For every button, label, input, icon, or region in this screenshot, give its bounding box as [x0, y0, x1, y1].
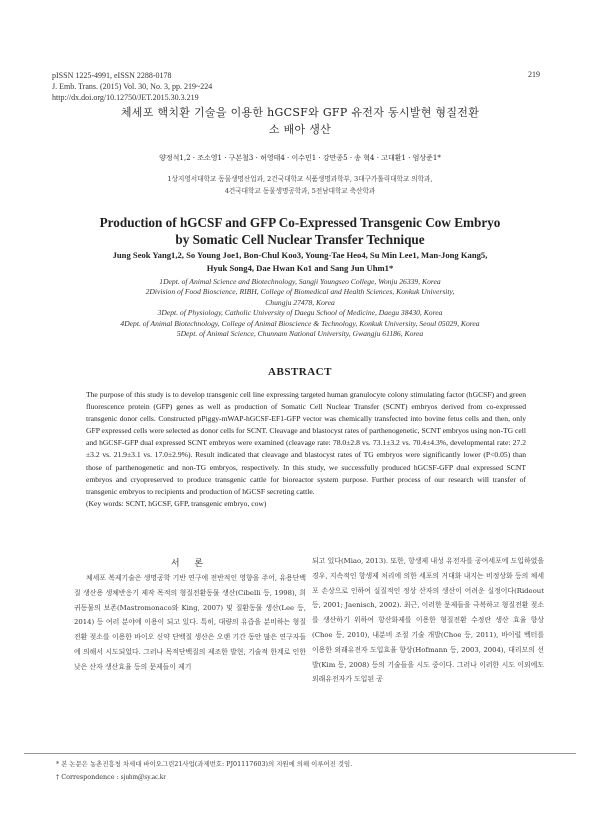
- english-authors: [40, 249, 560, 275]
- english-affil-5: 5Dept. of Animal Science, Chunnam National University, Gwangju 61186, Korea: [176, 329, 424, 339]
- korean-title: [60, 104, 540, 138]
- english-affil-1: 1Dept. of Animal Science and Biotechnology, Sangji Youngseo College, Wonju 26339, Korea: [159, 277, 441, 286]
- english-authors-line2: Hyuk Song4, Dae Hwan Ko1 and Sang Jun Uhm1*: [206, 263, 394, 273]
- intro-right-text: 되고 있다(Miao, 2013). 또한, 항생제 내성 유전자를 공여세포에 도입하였을 경우, 지속적인 항생제 처리에 의한 세포의 거대화 내지는 비정상화 등의 체세포 손상으로 인하여 실질적인 정상 산자의 생산이 어려운 실정이다(Rideout 등, 2001; Jaenisch, 2002). 최근, 이러한 문제들을 극복하고 형질전환 젖소를 생산하기 위하여 항산화제를 이용한 형질전환 수정란 생산 효율 향상(Choe 등, 2010), 내분비 조절 기술 개발(Choe 등, 2011), 바이럴 벡터를 이용한 외래유전자 도입효율 향상(Hofmann 등, 2003, 2004), 대리모의 선발(Kim 등, 2008) 등의 기술들을 시도 중이다. 그러나 이러한 시도 이외에도 외래유전자가 도입된 공: [312, 557, 544, 684]
- issn-line: pISSN 1225-4991, eISSN 2288-0178: [52, 71, 172, 80]
- abstract-body: [86, 389, 526, 510]
- citation-line: J. Emb. Trans. (2015) Vol. 30, No. 3, pp. 219~224: [52, 82, 213, 91]
- correspondence-note: [56, 771, 352, 784]
- korean-authors: 양정석1,2 · 조소영1 · 구본철3 · 허영태4 · 이수민1 · 강만종5 · 송 혁4 · 고대환1 · 엄상준1*: [159, 154, 441, 162]
- page-number: 219: [528, 70, 540, 79]
- korean-title-line1: 체세포 핵치환 기술을 이용한 hGCSF와 GFP 유전자 동시발현 형질전환: [120, 106, 480, 119]
- korean-affiliations: [60, 173, 540, 197]
- journal-header: [52, 70, 212, 103]
- correspondence-email: sjuhm@sy.ac.kr: [120, 773, 166, 781]
- english-affiliations: [40, 277, 560, 339]
- doi-line: http://dx.doi.org/10.12750/JET.2015.30.3.219: [52, 93, 199, 102]
- english-affil-4: 4Dept. of Animal Biotechnology, College of Animal Bioscience & Technology, Konkuk University, Seoul 05029, Korea: [120, 318, 480, 328]
- english-affil-2b: Chungju 27478, Korea: [265, 297, 335, 307]
- english-affil-3: 3Dept. of Physiology, Catholic University of Daegu School of Medicine, Daegu 38430, Korea: [157, 308, 443, 318]
- keywords: (Key words: SCNT, hGCSF, GFP, transgenic embryo, cow): [86, 498, 267, 508]
- abstract-text: The purpose of this study is to develop transgenic cell line expressing targeted human granulocyte colony stimulating factor (hGCSF) and green fluorescence protein (GFP) genes as well as production of Somatic Cell Nuclear Transfer (SCNT) embryos derived from co-expressed transgenic donor cells. Constructed pPiggy-mWAP-hGCSF-EF1-GFP vector was chemically transfected into bovine fetus cells and then, only GFP expressed cells were selected as donor cells for SCNT. Cleavage and blastocyst rates of parthenogenetic, SCNT embryos using non-TG cell and hGCSF-GFP dual expressed SCNT embryos were examined (cleavage rate: 78.0±2.8 vs. 73.1±3.2 vs. 70.4±4.3%, developmental rate: 27.2 ±3.2 vs. 21.9±3.1 vs. 17.0±2.9%). Result indicated that cleavage and blastocyst rates of TG embryos were significantly lower (P<0.05) than those of parthenogenetic and non-TG embryos, respectively. In this study, we successfully produced hGCSF-GFP dual expressed SCNT embryos and cryopreserved to produce transgenic cattle for bioreactor system purpose. Further process of our research will transfer of transgenic embryos to recipients and production of hGCSF secreting cattle.: [86, 390, 526, 496]
- korean-title-line2: 소 배아 생산: [268, 123, 332, 136]
- abstract-heading: ABSTRACT: [268, 366, 332, 378]
- intro-left-column: [74, 571, 306, 675]
- footnotes: [56, 758, 352, 784]
- intro-heading: 서 론: [170, 559, 210, 569]
- intro-left-text: 체세포 복제기술은 생명공학 기반 연구에 전반적인 영향을 주어, 유용단백질 생산용 생체반응기 제작 목적의 형질전환동물 생산(Cibelli 등, 1998), 희귀동물의 보존(Mastromonaco와 King, 2007) 및 질환동물 생산(Lee 등, 2014) 등 여러 분야에 이용이 되고 있다. 특히, 대량의 유즙을 분비하는 형질전환 젖소를 이용한 바이오 신약 단백질 생산은 오랜 기간 동안 많은 연구자들에 의해서 시도되었다. 그러나 목적단백질의 제조한 발현, 기술적 한계로 인한 낮은 산자 생산효율 등의 문제들이 제기: [74, 574, 306, 671]
- intro-right-column: [312, 554, 544, 687]
- english-affil-2: 2Division of Food Bioscience, RIBH, College of Biomedical and Health Sciences, Konkuk University,: [145, 287, 455, 297]
- korean-affil-line2: 4건국대학교 동물생명공학과, 5전남대학교 축산학과: [224, 187, 376, 195]
- footnote-divider: [24, 753, 576, 754]
- correspondence-label: † Correspondence :: [56, 773, 119, 781]
- funding-note: * 본 논문은 농촌진흥청 차세대 바이오그린21사업(과제번호: PJ01117603)의 지원에 의해 이루어진 것임.: [56, 760, 353, 768]
- english-title: [40, 214, 560, 248]
- english-title-line2: by Somatic Cell Nuclear Transfer Technique: [175, 232, 425, 247]
- english-title-line1: Production of hGCSF and GFP Co-Expressed Transgenic Cow Embryo: [99, 215, 501, 230]
- english-authors-line1: Jung Seok Yang1,2, So Young Joe1, Bon-Chul Koo3, Young-Tae Heo4, Su Min Lee1, Man-Jong Kang5,: [112, 250, 488, 260]
- korean-affil-line1: 1상지영서대학교 동물생명산업과, 2건국대학교 식품생명과학부, 3대구가톨릭대학교 의학과,: [167, 175, 433, 183]
